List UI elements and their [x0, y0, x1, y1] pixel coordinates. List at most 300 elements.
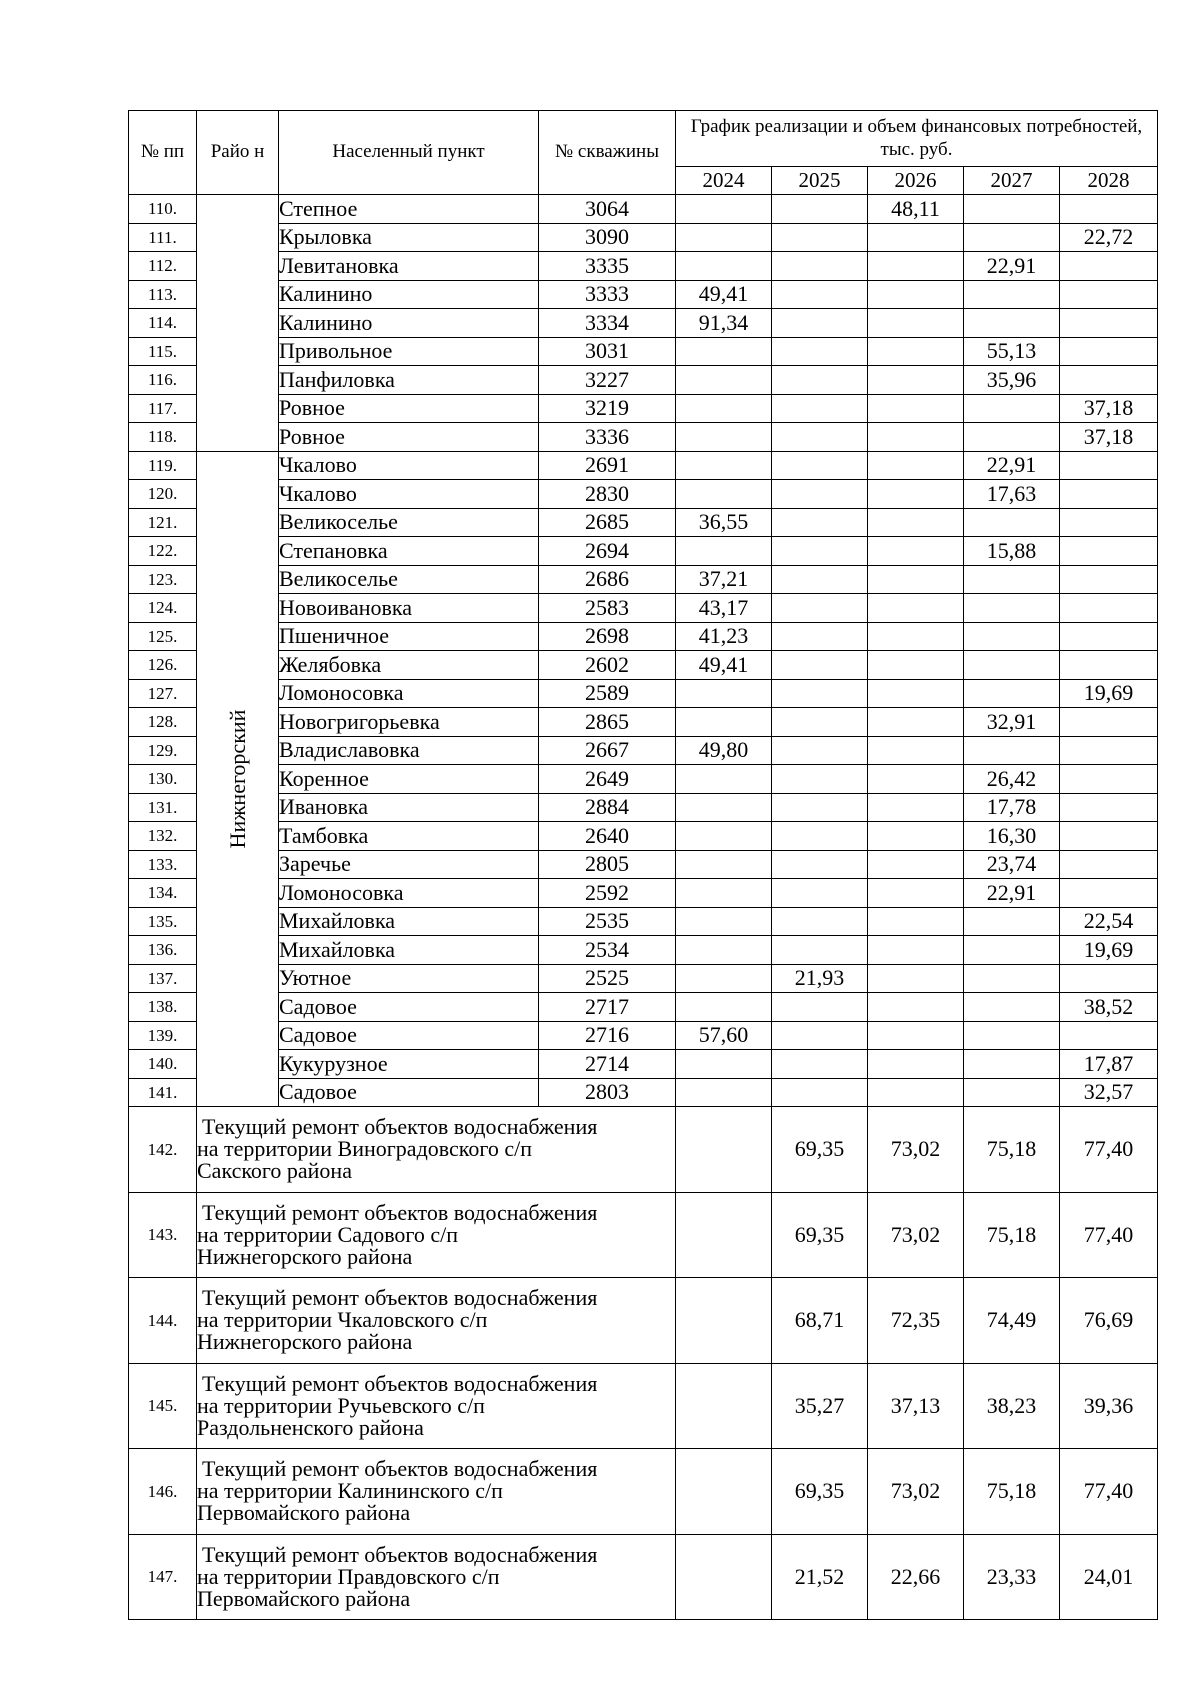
header-schedule: График реализации и объем финансовых потребностей, тыс. руб.: [676, 111, 1158, 167]
district-cell-first: [197, 195, 279, 452]
row-number: 146.: [129, 1449, 197, 1535]
amount-cell: [964, 565, 1060, 594]
table-row: [129, 679, 1158, 708]
amount-cell: 16,30: [964, 822, 1060, 851]
amount-cell: 73,02: [868, 1449, 964, 1535]
amount-cell: [772, 537, 868, 566]
description-line: на территории Ручьевского с/п: [197, 1392, 485, 1418]
table-row: [129, 822, 1158, 851]
amount-cell: 69,35: [772, 1192, 868, 1278]
well-number: 2694: [539, 537, 676, 566]
row-number: 123.: [129, 565, 197, 594]
amount-cell: 77,40: [1060, 1449, 1158, 1535]
well-number: 3227: [539, 366, 676, 395]
amount-cell: 24,01: [1060, 1534, 1158, 1620]
header-district: Райо н: [197, 111, 279, 195]
amount-cell: 22,91: [964, 451, 1060, 480]
well-number: 2535: [539, 907, 676, 936]
locality: Садовое: [279, 993, 539, 1022]
row-number: 147.: [129, 1534, 197, 1620]
maintenance-row: [129, 1363, 1158, 1449]
row-number: 118.: [129, 423, 197, 452]
table-row: [129, 936, 1158, 965]
amount-cell: [1060, 480, 1158, 509]
table-row: [129, 480, 1158, 509]
amount-cell: [868, 480, 964, 509]
row-number: 138.: [129, 993, 197, 1022]
table-header: [129, 111, 1158, 195]
amount-cell: [772, 309, 868, 338]
well-number: 2589: [539, 679, 676, 708]
amount-cell: [1060, 793, 1158, 822]
locality: Новоивановка: [279, 594, 539, 623]
amount-cell: [1060, 195, 1158, 224]
amount-cell: [676, 1107, 772, 1193]
amount-cell: 91,34: [676, 309, 772, 338]
table-row: [129, 879, 1158, 908]
locality: Ломоносовка: [279, 879, 539, 908]
row-number: 125.: [129, 622, 197, 651]
amount-cell: [772, 480, 868, 509]
financing-schedule-table: [128, 110, 1158, 1620]
description-line: Текущий ремонт объектов водоснабжения: [202, 1199, 598, 1225]
locality: Владиславовка: [279, 736, 539, 765]
well-number: 2865: [539, 708, 676, 737]
row-number: 113.: [129, 280, 197, 309]
description-line: Текущий ремонт объектов водоснабжения: [202, 1114, 598, 1140]
amount-cell: 68,71: [772, 1278, 868, 1364]
amount-cell: [868, 622, 964, 651]
well-number: 3090: [539, 223, 676, 252]
amount-cell: [868, 252, 964, 281]
amount-cell: [676, 1192, 772, 1278]
amount-cell: [676, 394, 772, 423]
amount-cell: [676, 337, 772, 366]
amount-cell: [676, 1449, 772, 1535]
table-row: [129, 537, 1158, 566]
amount-cell: [676, 822, 772, 851]
locality: Михайловка: [279, 936, 539, 965]
amount-cell: 38,52: [1060, 993, 1158, 1022]
well-number: 2534: [539, 936, 676, 965]
amount-cell: [868, 223, 964, 252]
amount-cell: [676, 252, 772, 281]
amount-cell: [964, 907, 1060, 936]
amount-cell: 77,40: [1060, 1192, 1158, 1278]
amount-cell: [964, 280, 1060, 309]
amount-cell: 76,69: [1060, 1278, 1158, 1364]
well-number: 2525: [539, 964, 676, 993]
amount-cell: 22,66: [868, 1534, 964, 1620]
amount-cell: [868, 537, 964, 566]
amount-cell: [772, 793, 868, 822]
description-line: Первомайского района: [197, 1500, 411, 1526]
amount-cell: [772, 679, 868, 708]
amount-cell: [772, 223, 868, 252]
amount-cell: [1060, 879, 1158, 908]
description-line: Сакского района: [197, 1158, 352, 1184]
row-number: 135.: [129, 907, 197, 936]
amount-cell: [772, 451, 868, 480]
locality: Великоселье: [279, 508, 539, 537]
locality: Крыловка: [279, 223, 539, 252]
locality: Пшеничное: [279, 622, 539, 651]
amount-cell: [1060, 708, 1158, 737]
amount-cell: 23,33: [964, 1534, 1060, 1620]
amount-cell: [676, 1278, 772, 1364]
amount-cell: [868, 594, 964, 623]
table-row: [129, 622, 1158, 651]
maintenance-description: [197, 1278, 676, 1364]
amount-cell: [772, 594, 868, 623]
row-number: 133.: [129, 850, 197, 879]
locality: Ломоносовка: [279, 679, 539, 708]
row-number: 137.: [129, 964, 197, 993]
well-number: 2686: [539, 565, 676, 594]
amount-cell: [772, 280, 868, 309]
amount-cell: 75,18: [964, 1107, 1060, 1193]
amount-cell: [964, 936, 1060, 965]
amount-cell: [868, 936, 964, 965]
locality: Тамбовка: [279, 822, 539, 851]
amount-cell: [676, 879, 772, 908]
amount-cell: [868, 1050, 964, 1079]
amount-cell: [1060, 850, 1158, 879]
amount-cell: 22,91: [964, 252, 1060, 281]
amount-cell: 73,02: [868, 1107, 964, 1193]
row-number: 122.: [129, 537, 197, 566]
row-number: 140.: [129, 1050, 197, 1079]
amount-cell: [868, 280, 964, 309]
row-number: 116.: [129, 366, 197, 395]
amount-cell: [1060, 651, 1158, 680]
row-number: 121.: [129, 508, 197, 537]
amount-cell: [868, 736, 964, 765]
amount-cell: [1060, 451, 1158, 480]
maintenance-description: [197, 1192, 676, 1278]
amount-cell: [1060, 565, 1158, 594]
amount-cell: [964, 394, 1060, 423]
table-row: [129, 337, 1158, 366]
well-number: 2592: [539, 879, 676, 908]
description-line: на территории Виноградовского с/п: [197, 1136, 532, 1162]
header-year: 2024: [676, 167, 772, 195]
row-number: 128.: [129, 708, 197, 737]
amount-cell: [964, 993, 1060, 1022]
table-row: [129, 1021, 1158, 1050]
well-number: 2830: [539, 480, 676, 509]
amount-cell: 37,18: [1060, 394, 1158, 423]
amount-cell: [676, 1078, 772, 1107]
amount-cell: [772, 195, 868, 224]
amount-cell: [676, 1050, 772, 1079]
amount-cell: 19,69: [1060, 936, 1158, 965]
amount-cell: [1060, 537, 1158, 566]
amount-cell: [868, 993, 964, 1022]
amount-cell: 41,23: [676, 622, 772, 651]
maintenance-description: [197, 1363, 676, 1449]
table-row: [129, 366, 1158, 395]
amount-cell: [868, 879, 964, 908]
row-number: 144.: [129, 1278, 197, 1364]
well-number: 3335: [539, 252, 676, 281]
amount-cell: [868, 651, 964, 680]
well-number: 3334: [539, 309, 676, 338]
amount-cell: [1060, 594, 1158, 623]
header-year: 2026: [868, 167, 964, 195]
row-number: 117.: [129, 394, 197, 423]
amount-cell: [772, 366, 868, 395]
table-row: [129, 793, 1158, 822]
description-line: Текущий ремонт объектов водоснабжения: [202, 1456, 598, 1482]
well-number: 2583: [539, 594, 676, 623]
locality: Коренное: [279, 765, 539, 794]
description-line: на территории Садового с/п: [197, 1221, 459, 1247]
amount-cell: [868, 309, 964, 338]
amount-cell: 26,42: [964, 765, 1060, 794]
table-row: [129, 565, 1158, 594]
table-row: [129, 280, 1158, 309]
amount-cell: [868, 850, 964, 879]
locality: Новогригорьевка: [279, 708, 539, 737]
row-number: 142.: [129, 1107, 197, 1193]
row-number: 110.: [129, 195, 197, 224]
amount-cell: [676, 850, 772, 879]
amount-cell: [868, 679, 964, 708]
table-row: [129, 907, 1158, 936]
locality: Калинино: [279, 280, 539, 309]
amount-cell: [964, 1021, 1060, 1050]
well-number: 2803: [539, 1078, 676, 1107]
table-row: [129, 765, 1158, 794]
row-number: 127.: [129, 679, 197, 708]
amount-cell: 69,35: [772, 1449, 868, 1535]
row-number: 124.: [129, 594, 197, 623]
amount-cell: 75,18: [964, 1449, 1060, 1535]
amount-cell: [772, 822, 868, 851]
row-number: 126.: [129, 651, 197, 680]
amount-cell: 43,17: [676, 594, 772, 623]
amount-cell: [868, 765, 964, 794]
amount-cell: [1060, 309, 1158, 338]
table-row: [129, 708, 1158, 737]
row-number: 120.: [129, 480, 197, 509]
amount-cell: [868, 907, 964, 936]
amount-cell: [868, 451, 964, 480]
description-line: Раздольненского района: [197, 1414, 424, 1440]
amount-cell: 49,41: [676, 280, 772, 309]
table-row: [129, 508, 1158, 537]
amount-cell: [1060, 964, 1158, 993]
amount-cell: 32,91: [964, 708, 1060, 737]
amount-cell: 38,23: [964, 1363, 1060, 1449]
maintenance-description: [197, 1107, 676, 1193]
row-number: 139.: [129, 1021, 197, 1050]
row-number: 136.: [129, 936, 197, 965]
header-year: 2027: [964, 167, 1060, 195]
row-number: 141.: [129, 1078, 197, 1107]
row-number: 115.: [129, 337, 197, 366]
description-line: Нижнегорского района: [197, 1329, 413, 1355]
amount-cell: [964, 423, 1060, 452]
amount-cell: [868, 394, 964, 423]
amount-cell: [964, 679, 1060, 708]
amount-cell: [868, 793, 964, 822]
district-label: Нижнегорский: [224, 709, 250, 849]
well-number: 3219: [539, 394, 676, 423]
header-year: 2025: [772, 167, 868, 195]
amount-cell: [676, 793, 772, 822]
well-number: 2805: [539, 850, 676, 879]
amount-cell: [964, 594, 1060, 623]
amount-cell: [868, 337, 964, 366]
locality: Чкалово: [279, 451, 539, 480]
amount-cell: [676, 708, 772, 737]
maintenance-description: [197, 1449, 676, 1535]
amount-cell: [772, 1021, 868, 1050]
locality: Уютное: [279, 964, 539, 993]
locality: Заречье: [279, 850, 539, 879]
amount-cell: [676, 964, 772, 993]
amount-cell: [964, 1078, 1060, 1107]
amount-cell: 55,13: [964, 337, 1060, 366]
amount-cell: 73,02: [868, 1192, 964, 1278]
header-year: 2028: [1060, 167, 1158, 195]
locality: Ровное: [279, 423, 539, 452]
description-line: Текущий ремонт объектов водоснабжения: [202, 1285, 598, 1311]
amount-cell: [772, 708, 868, 737]
well-number: 3333: [539, 280, 676, 309]
row-number: 119.: [129, 451, 197, 480]
description-line: на территории Чкаловского с/п: [197, 1307, 488, 1333]
well-number: 2884: [539, 793, 676, 822]
amount-cell: 69,35: [772, 1107, 868, 1193]
amount-cell: 21,52: [772, 1534, 868, 1620]
locality: Привольное: [279, 337, 539, 366]
locality: Левитановка: [279, 252, 539, 281]
amount-cell: [676, 423, 772, 452]
amount-cell: 74,49: [964, 1278, 1060, 1364]
amount-cell: [676, 907, 772, 936]
well-number: 2691: [539, 451, 676, 480]
row-number: 145.: [129, 1363, 197, 1449]
table-row: [129, 423, 1158, 452]
well-number: 2714: [539, 1050, 676, 1079]
locality: Чкалово: [279, 480, 539, 509]
amount-cell: 36,55: [676, 508, 772, 537]
amount-cell: 23,74: [964, 850, 1060, 879]
maintenance-row: [129, 1192, 1158, 1278]
amount-cell: 39,36: [1060, 1363, 1158, 1449]
maintenance-description: [197, 1534, 676, 1620]
amount-cell: 21,93: [772, 964, 868, 993]
table-row: [129, 964, 1158, 993]
amount-cell: [772, 565, 868, 594]
amount-cell: [772, 736, 868, 765]
amount-cell: [676, 223, 772, 252]
row-number: 134.: [129, 879, 197, 908]
amount-cell: [772, 936, 868, 965]
amount-cell: 17,78: [964, 793, 1060, 822]
locality: Великоселье: [279, 565, 539, 594]
table-row: [129, 993, 1158, 1022]
amount-cell: [868, 964, 964, 993]
row-number: 129.: [129, 736, 197, 765]
table-row: [129, 594, 1158, 623]
amount-cell: 37,13: [868, 1363, 964, 1449]
amount-cell: 22,54: [1060, 907, 1158, 936]
table-row: [129, 252, 1158, 281]
amount-cell: [868, 822, 964, 851]
row-number: 130.: [129, 765, 197, 794]
well-number: 3031: [539, 337, 676, 366]
locality: Желябовка: [279, 651, 539, 680]
well-number: 2667: [539, 736, 676, 765]
table-row: [129, 223, 1158, 252]
table-row: [129, 195, 1158, 224]
header-locality: Населенный пункт: [279, 111, 539, 195]
amount-cell: 22,91: [964, 879, 1060, 908]
amount-cell: 49,41: [676, 651, 772, 680]
locality: Панфиловка: [279, 366, 539, 395]
amount-cell: [868, 366, 964, 395]
well-number: 2716: [539, 1021, 676, 1050]
amount-cell: [964, 508, 1060, 537]
amount-cell: 19,69: [1060, 679, 1158, 708]
amount-cell: [1060, 366, 1158, 395]
locality: Степное: [279, 195, 539, 224]
well-number: 2698: [539, 622, 676, 651]
amount-cell: [868, 1078, 964, 1107]
amount-cell: [772, 423, 868, 452]
amount-cell: [1060, 822, 1158, 851]
row-number: 131.: [129, 793, 197, 822]
amount-cell: [964, 736, 1060, 765]
amount-cell: [772, 907, 868, 936]
amount-cell: [772, 394, 868, 423]
amount-cell: 75,18: [964, 1192, 1060, 1278]
well-number: 3064: [539, 195, 676, 224]
well-number: 2602: [539, 651, 676, 680]
well-number: 2649: [539, 765, 676, 794]
table-row: [129, 309, 1158, 338]
locality: Садовое: [279, 1021, 539, 1050]
amount-cell: 15,88: [964, 537, 1060, 566]
amount-cell: 35,96: [964, 366, 1060, 395]
row-number: 111.: [129, 223, 197, 252]
row-number: 132.: [129, 822, 197, 851]
amount-cell: [772, 1078, 868, 1107]
amount-cell: [676, 1534, 772, 1620]
amount-cell: [868, 565, 964, 594]
locality: Ровное: [279, 394, 539, 423]
amount-cell: [868, 508, 964, 537]
description-line: на территории Калининского с/п: [197, 1478, 503, 1504]
amount-cell: [676, 936, 772, 965]
amount-cell: 77,40: [1060, 1107, 1158, 1193]
locality: Ивановка: [279, 793, 539, 822]
locality: Калинино: [279, 309, 539, 338]
amount-cell: 48,11: [868, 195, 964, 224]
amount-cell: [1060, 736, 1158, 765]
table-row: [129, 850, 1158, 879]
amount-cell: [1060, 622, 1158, 651]
amount-cell: [964, 223, 1060, 252]
amount-cell: [868, 423, 964, 452]
maintenance-row: [129, 1107, 1158, 1193]
description-line: на территории Правдовского с/п: [197, 1563, 500, 1589]
amount-cell: [964, 651, 1060, 680]
